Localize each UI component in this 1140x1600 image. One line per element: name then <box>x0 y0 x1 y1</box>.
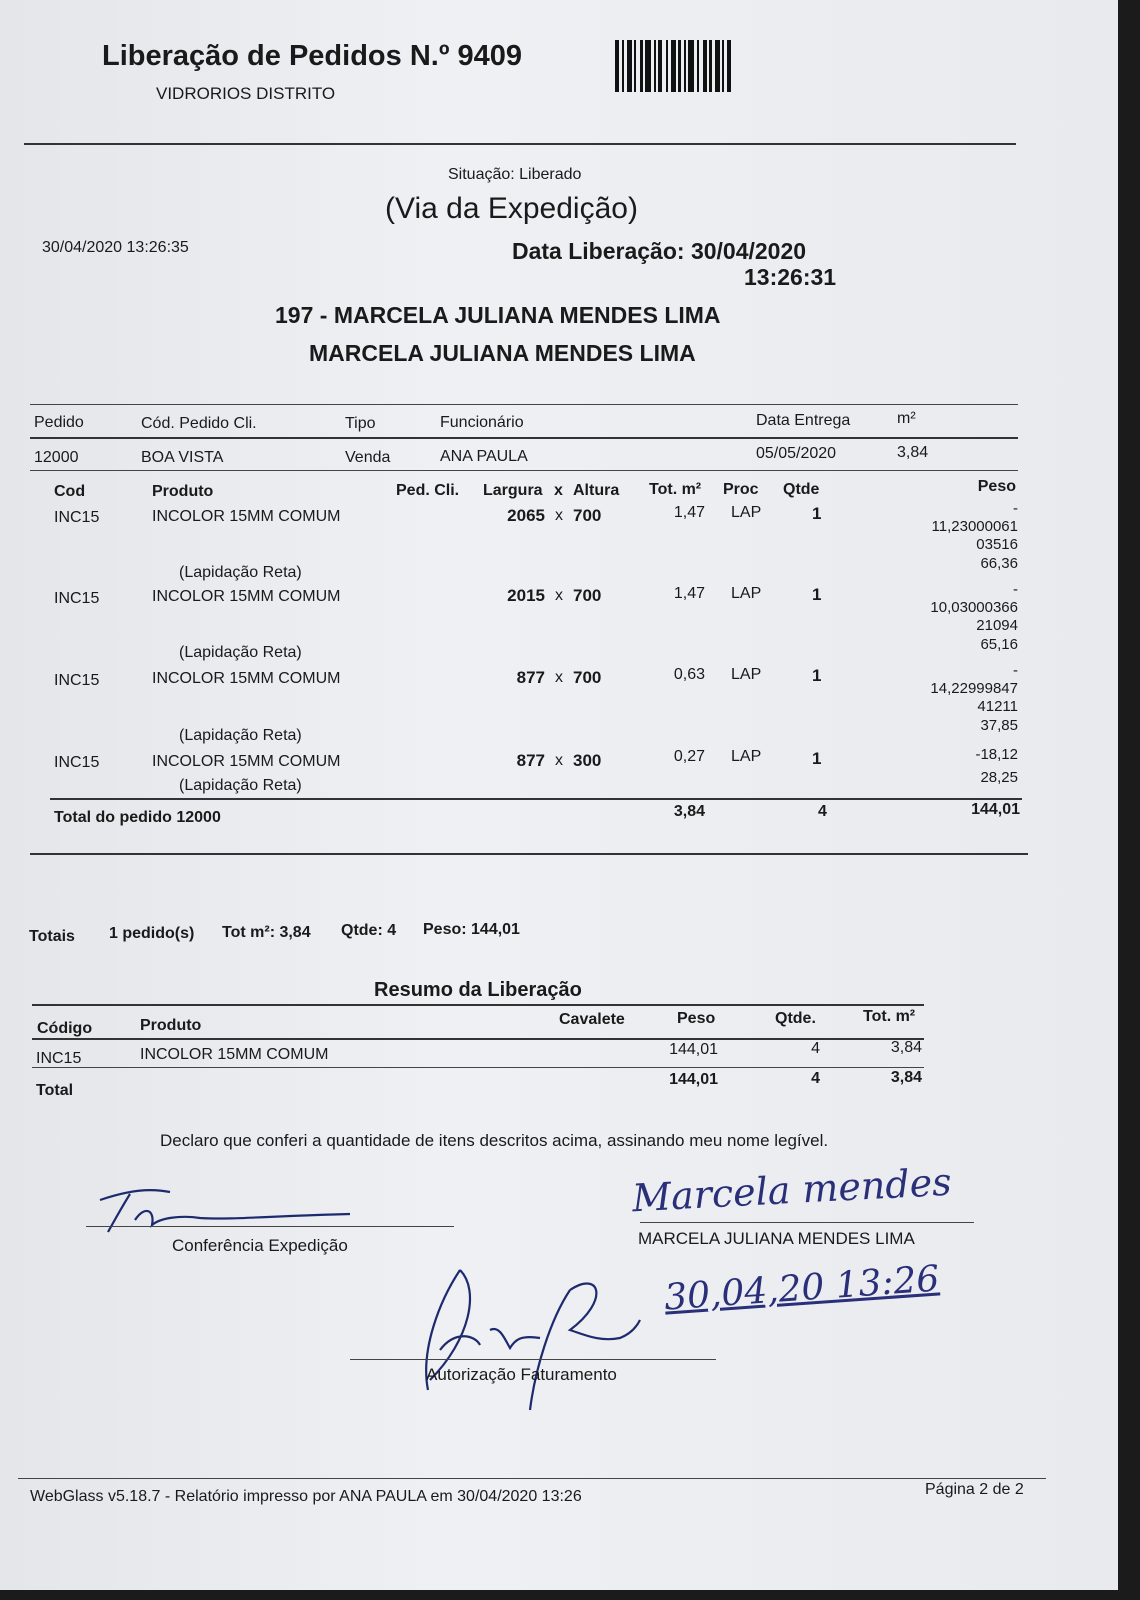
item-cod: INC15 <box>54 672 100 689</box>
col-m2: m² <box>897 410 916 427</box>
order-tipo: Venda <box>345 449 391 466</box>
items-col-altura: Altura <box>573 482 620 499</box>
items-col-tot-m2: Tot. m² <box>649 481 702 498</box>
col-pedido: Pedido <box>34 414 84 431</box>
release-time: 13:26:31 <box>744 264 837 290</box>
order-total-qtde: 4 <box>818 803 827 820</box>
totals-qtde: Qtde: 4 <box>341 922 397 939</box>
client-code-name: 197 - MARCELA JULIANA MENDES LIMA <box>275 302 721 328</box>
item-largura: 2015 <box>507 586 545 605</box>
signature-line <box>86 1226 454 1227</box>
item-peso: - <box>1013 662 1018 679</box>
declaration-text: Declaro que conferi a quantidade de itens descritos acima, assinando meu nome legível. <box>160 1131 829 1150</box>
item-peso: 37,85 <box>980 717 1018 734</box>
order-total-peso: 144,01 <box>971 801 1020 818</box>
items-col-peso: Peso <box>977 478 1016 495</box>
client-signature-name: MARCELA JULIANA MENDES LIMA <box>638 1229 915 1248</box>
item-peso: 21094 <box>976 617 1018 634</box>
summary-total-peso: 144,01 <box>669 1071 718 1088</box>
item-peso: -18,12 <box>975 746 1018 763</box>
summary-produto: INCOLOR 15MM COMUM <box>140 1046 329 1063</box>
divider <box>32 1004 924 1006</box>
order-pedido: 12000 <box>34 449 79 466</box>
col-data-entrega: Data Entrega <box>756 412 851 429</box>
summary-codigo: INC15 <box>36 1050 82 1067</box>
client-handwritten-signature: Marcela mendes <box>631 1159 953 1221</box>
item-proc: LAP <box>731 585 762 602</box>
item-peso: - <box>1013 581 1018 598</box>
company-name: VIDRORIOS DISTRITO <box>156 84 336 103</box>
item-cod: INC15 <box>54 590 100 607</box>
summary-total-label: Total <box>36 1082 74 1099</box>
divider <box>30 437 1018 439</box>
item-altura: 700 <box>573 506 602 525</box>
signature-line <box>640 1222 974 1223</box>
summary-col-peso: Peso <box>677 1010 716 1027</box>
item-peso: 66,36 <box>980 555 1018 572</box>
summary-peso: 144,01 <box>669 1041 718 1058</box>
divider <box>30 853 1028 855</box>
summary-col-tot-m2: Tot. m² <box>863 1008 916 1025</box>
item-proc: LAP <box>731 504 762 521</box>
item-produto: INCOLOR 15MM COMUM <box>152 670 341 687</box>
col-tipo: Tipo <box>345 415 376 432</box>
col-funcionario: Funcionário <box>440 414 524 431</box>
autorizacao-signature <box>400 1260 660 1420</box>
item-tot-m2: 0,63 <box>673 666 705 683</box>
item-obs: (Lapidação Reta) <box>179 727 302 744</box>
document-title: Liberação de Pedidos N.º 9409 <box>102 40 522 72</box>
order-funcionario: ANA PAULA <box>440 448 528 465</box>
divider <box>50 798 1022 800</box>
item-qtde: 1 <box>812 749 822 768</box>
autorizacao-label: Autorização Faturamento <box>426 1365 617 1384</box>
item-qtde: 1 <box>812 504 822 523</box>
divider <box>32 1067 924 1068</box>
handwritten-datetime: 30,04,20 13:26 <box>662 1258 941 1319</box>
item-x: x <box>555 669 563 686</box>
item-peso: 28,25 <box>980 769 1018 786</box>
divider <box>24 143 1016 145</box>
item-peso: 14,22999847 <box>930 680 1018 697</box>
item-largura: 2065 <box>507 506 545 525</box>
item-produto: INCOLOR 15MM COMUM <box>152 753 341 770</box>
order-data-entrega: 05/05/2020 <box>756 445 837 462</box>
item-peso: 10,03000366 <box>930 599 1018 616</box>
item-peso: 41211 <box>977 698 1018 715</box>
item-cod: INC15 <box>54 509 100 526</box>
item-peso: 65,16 <box>980 636 1018 653</box>
release-date: Data Liberação: 30/04/2020 <box>512 238 807 264</box>
footer-page-number: Página 2 de 2 <box>925 1481 1024 1498</box>
item-tot-m2: 1,47 <box>673 585 705 602</box>
summary-total-tot-m2: 3,84 <box>890 1069 922 1086</box>
order-total-m2: 3,84 <box>673 803 705 820</box>
order-cod-pedido-cli: BOA VISTA <box>141 449 224 466</box>
totals-peso: Peso: 144,01 <box>423 921 520 938</box>
item-peso: - <box>1013 500 1018 517</box>
item-proc: LAP <box>731 666 762 683</box>
via-label: (Via da Expedição) <box>385 192 638 225</box>
divider <box>30 470 1018 471</box>
item-obs: (Lapidação Reta) <box>179 564 302 581</box>
printed-datetime: 30/04/2020 13:26:35 <box>42 239 189 256</box>
barcode-icon <box>615 40 740 92</box>
status-text: Situação: Liberado <box>448 166 582 183</box>
totals-label: Totais <box>29 928 75 945</box>
item-produto: INCOLOR 15MM COMUM <box>152 588 341 605</box>
items-col-produto: Produto <box>152 483 214 500</box>
summary-col-produto: Produto <box>140 1017 202 1034</box>
signature-line <box>350 1359 716 1360</box>
order-total-label: Total do pedido 12000 <box>54 809 221 826</box>
item-x: x <box>555 507 563 524</box>
item-obs: (Lapidação Reta) <box>179 777 302 794</box>
totals-pedidos: 1 pedido(s) <box>109 925 195 942</box>
summary-col-cavalete: Cavalete <box>559 1011 625 1028</box>
item-produto: INCOLOR 15MM COMUM <box>152 508 341 525</box>
item-x: x <box>555 752 563 769</box>
conferencia-label: Conferência Expedição <box>172 1236 348 1255</box>
summary-total-qtde: 4 <box>811 1070 820 1087</box>
divider <box>18 1478 1046 1479</box>
client-name: MARCELA JULIANA MENDES LIMA <box>309 340 696 366</box>
item-qtde: 1 <box>812 585 822 604</box>
item-tot-m2: 1,47 <box>673 504 705 521</box>
summary-title: Resumo da Liberação <box>374 979 582 1001</box>
items-col-x: x <box>554 482 563 499</box>
footer-left: WebGlass v5.18.7 - Relatório impresso por ANA PAULA em 30/04/2020 13:26 <box>30 1488 582 1505</box>
col-cod-pedido-cli: Cód. Pedido Cli. <box>141 415 257 432</box>
item-altura: 700 <box>573 586 602 605</box>
summary-tot-m2: 3,84 <box>890 1039 922 1056</box>
summary-col-codigo: Código <box>37 1020 93 1037</box>
item-x: x <box>555 587 563 604</box>
item-altura: 700 <box>573 668 602 687</box>
conferencia-signature <box>90 1180 370 1240</box>
items-col-proc: Proc <box>723 481 759 498</box>
item-qtde: 1 <box>812 666 822 685</box>
items-col-largura: Largura <box>483 482 543 499</box>
item-tot-m2: 0,27 <box>673 748 705 765</box>
order-m2: 3,84 <box>897 444 929 461</box>
item-largura: 877 <box>516 751 545 770</box>
items-col-qtde: Qtde <box>783 481 820 498</box>
item-peso: 03516 <box>976 536 1018 553</box>
summary-qtde: 4 <box>811 1040 820 1057</box>
divider <box>30 404 1018 405</box>
totals-m2: Tot m²: 3,84 <box>222 924 311 941</box>
item-cod: INC15 <box>54 754 100 771</box>
item-largura: 877 <box>516 668 545 687</box>
summary-col-qtde: Qtde. <box>775 1010 816 1027</box>
items-col-ped-cli: Ped. Cli. <box>396 482 460 499</box>
items-col-cod: Cod <box>54 483 86 500</box>
item-altura: 300 <box>573 751 602 770</box>
item-proc: LAP <box>731 748 762 765</box>
item-obs: (Lapidação Reta) <box>179 644 302 661</box>
item-peso: 11,23000061 <box>931 518 1018 535</box>
